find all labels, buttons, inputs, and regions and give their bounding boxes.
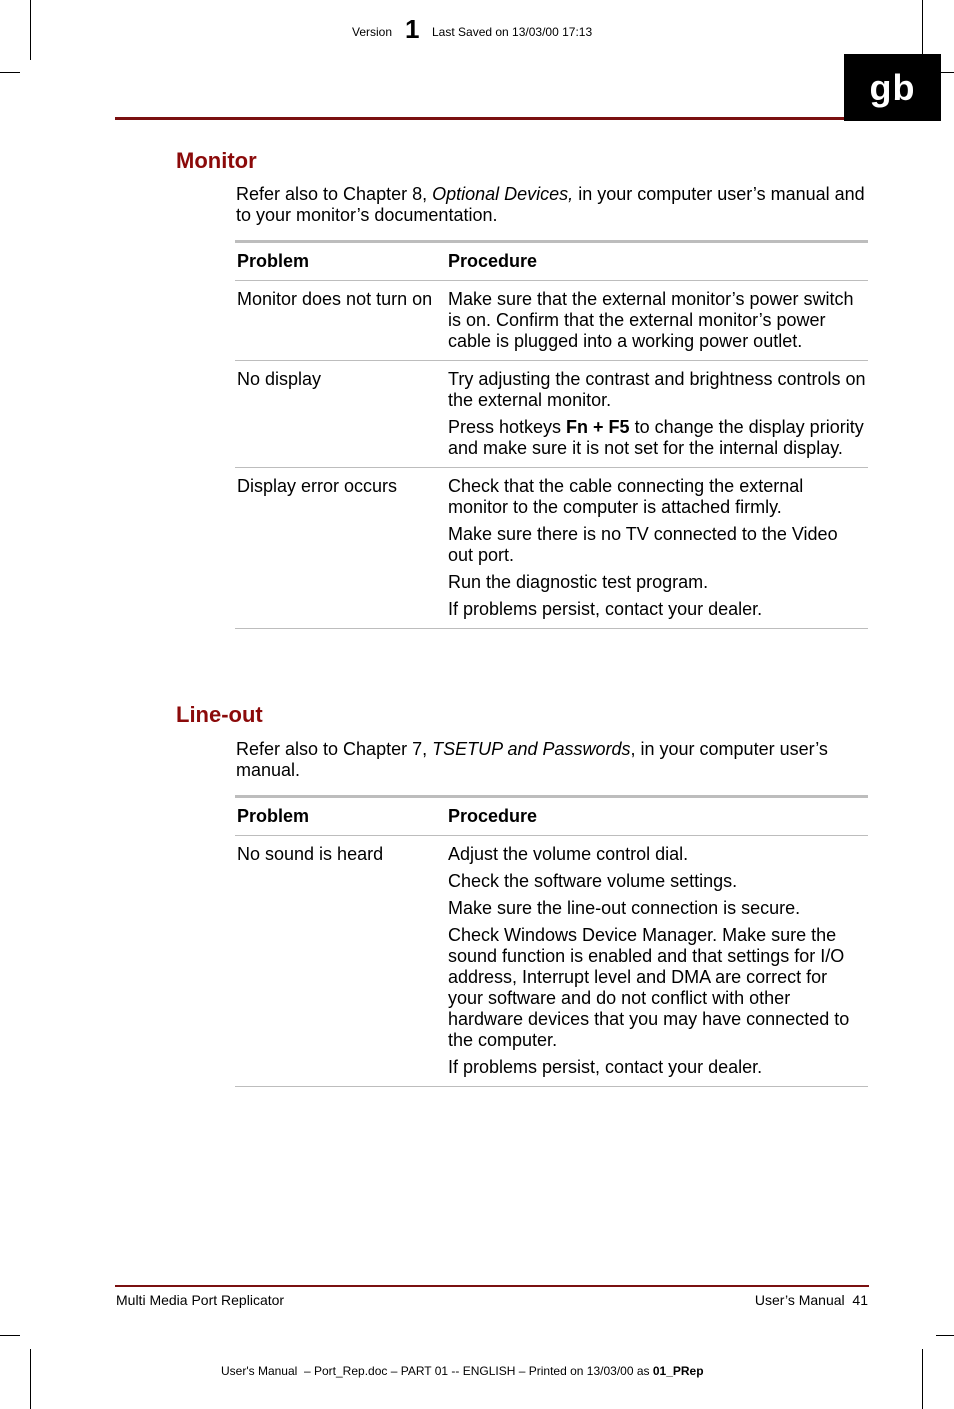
- procedure-step: Run the diagnostic test program.: [448, 572, 709, 592]
- procedure-step: Make sure the line-out connection is secure.: [448, 898, 801, 918]
- version-label: Version: [352, 25, 393, 39]
- column-problem: Problem: [235, 242, 446, 281]
- crop-mark: [0, 72, 20, 73]
- lineout-intro-text-end: , in your computer user’s manual.: [236, 739, 828, 780]
- procedure-step: If problems persist, contact your dealer.: [448, 599, 763, 619]
- print-info-text: User's Manual – Port_Rep.doc – PART 01 -- ENGLISH – Printed on 13/03/00 as: [221, 1364, 653, 1378]
- lineout-intro-text: Refer also to Chapter 7,: [236, 739, 433, 759]
- procedure-step: Make sure there is no TV connected to the Video out port.: [448, 524, 838, 565]
- language-tab-label: gb: [869, 66, 916, 108]
- hotkey-text-end: to change the display priority and make sure it is not set for the internal display.: [448, 417, 864, 458]
- print-info: [221, 1364, 704, 1378]
- table-row: [235, 281, 868, 361]
- table-header-row: [235, 242, 868, 281]
- procedure-step: Check that the cable connecting the external monitor to the computer is attached firmly.: [448, 476, 804, 517]
- monitor-intro-text: Refer also to Chapter 8,: [236, 184, 433, 204]
- lineout-intro: [236, 739, 876, 781]
- procedure-step: Adjust the volume control dial.: [448, 844, 689, 864]
- column-problem: Problem: [235, 797, 446, 836]
- procedure-cell: [446, 361, 868, 468]
- lineout-table: [235, 795, 868, 1087]
- footer-rule: [115, 1285, 869, 1287]
- column-procedure: Procedure: [446, 797, 868, 836]
- procedure-step: Try adjusting the contrast and brightness controls on the external monitor.: [448, 369, 866, 410]
- print-info-code: 01_PRep: [652, 1364, 704, 1378]
- problem-cell: No display: [235, 361, 446, 468]
- footer-page: User’s Manual 41: [754, 1292, 868, 1308]
- last-saved: Last Saved on 13/03/00 17:13: [432, 25, 593, 39]
- table-row: [235, 468, 868, 629]
- monitor-intro-text-end: in your computer user’s manual and to your monitor’s documentation.: [236, 184, 865, 225]
- procedure-step: Make sure that the external monitor’s power switch is on. Confirm that the external monitor’s power cable is plugged into a working power outlet.: [448, 289, 854, 351]
- problem-cell: Display error occurs: [235, 468, 446, 629]
- column-procedure: Procedure: [446, 242, 868, 281]
- lineout-intro-chapter: TSETUP and Passwords: [432, 739, 631, 759]
- procedure-step: If problems persist, contact your dealer.: [448, 1057, 763, 1077]
- language-tab: [844, 54, 941, 121]
- lineout-title: Line-out: [176, 702, 263, 727]
- crop-mark: [0, 1335, 20, 1336]
- version-number: 1: [405, 14, 420, 44]
- hotkey-combo: Fn + F5: [566, 417, 630, 437]
- crop-mark: [922, 1349, 923, 1409]
- procedure-cell: [446, 281, 868, 361]
- footer-product: Multi Media Port Replicator: [116, 1292, 285, 1308]
- problem-cell: Monitor does not turn on: [235, 281, 446, 361]
- monitor-intro: [236, 184, 876, 226]
- monitor-title: Monitor: [176, 148, 257, 173]
- header-rule: [115, 117, 844, 120]
- table-header-row: [235, 797, 868, 836]
- crop-mark: [30, 1349, 31, 1409]
- procedure-step: [448, 417, 866, 459]
- problem-cell: No sound is heard: [235, 836, 446, 1087]
- crop-mark: [922, 0, 923, 60]
- procedure-step: Check Windows Device Manager. Make sure the sound function is enabled and that settings for I/O address, Interrupt level and DMA are correct for your software and do not conflict with other hardware devices that you may have connected to the computer.: [448, 925, 850, 1050]
- crop-mark: [936, 1335, 954, 1336]
- table-row: [235, 361, 868, 468]
- monitor-intro-chapter: Optional Devices,: [432, 184, 574, 204]
- table-row: [235, 836, 868, 1087]
- hotkey-text: Press hotkeys: [448, 417, 567, 437]
- procedure-cell: [446, 468, 868, 629]
- monitor-table: [235, 240, 868, 629]
- procedure-cell: [446, 836, 868, 1087]
- procedure-step: Check the software volume settings.: [448, 871, 738, 891]
- crop-mark: [30, 0, 31, 60]
